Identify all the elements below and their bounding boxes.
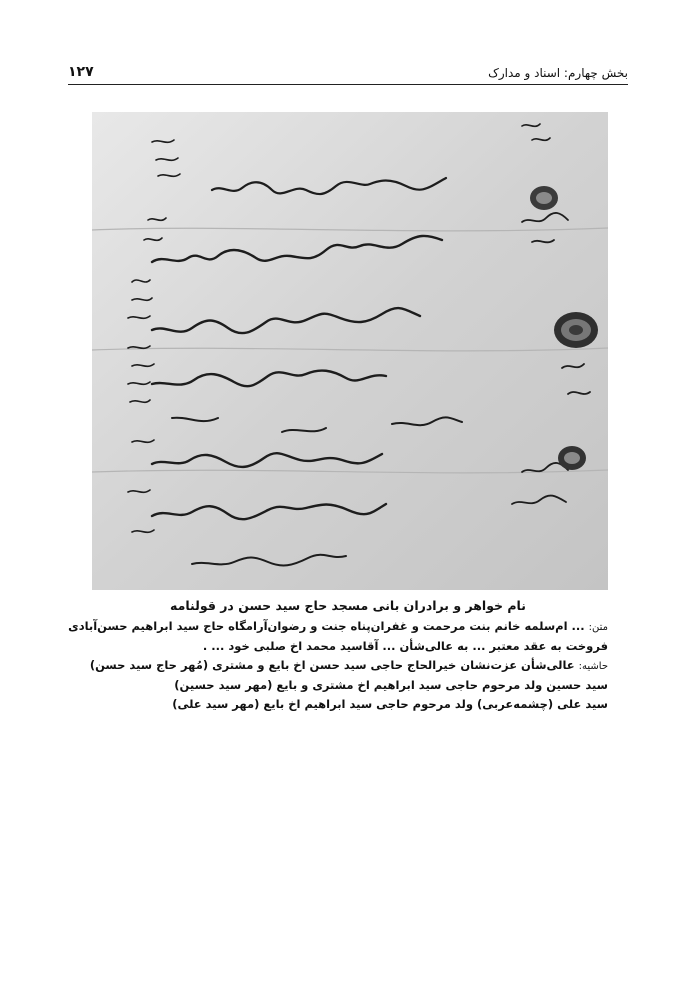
- caption-title: نام خواهر و برادران بانی مسجد حاج سید حسن در قولنامه: [170, 598, 526, 613]
- running-title: بخش چهارم: اسناد و مدارک: [488, 66, 628, 80]
- margin-label: حاشیه:: [578, 661, 608, 672]
- text-line-1: ... ام‌سلمه خانم بنت مرحمت و غفران‌پناه جنت و رضوان‌آرامگاه حاج سید ابراهیم حسن‌آبادی: [68, 619, 585, 633]
- manuscript-scan-image: [92, 112, 608, 590]
- caption-margin-line-1: [88, 656, 608, 676]
- caption-margin-line-3: سید علی (چشمه‌عربی) ولد مرحوم حاجی سید ابراهیم اخ بایع (مهر سید علی): [172, 697, 608, 711]
- caption-block: [68, 596, 608, 714]
- caption-text-line-2: فروخت به عقد معتبر ... به عالی‌شأن ... آقاسید محمد اخ صلبی خود ... .: [202, 639, 608, 653]
- margin-line-1: عالی‌شأن عزت‌نشان خیرالحاج حاجی سید حسن اخ بایع و مشتری (مُهر حاج سید حسن): [89, 658, 575, 672]
- caption-text-line-1: [68, 617, 608, 637]
- text-label: متن:: [588, 622, 608, 633]
- page-header: [68, 56, 628, 84]
- caption-margin-line-2: سید حسین ولد مرحوم حاجی سید ابراهیم اخ مشتری و بایع (مهر سید حسین): [174, 678, 608, 692]
- manuscript-illustration: [92, 112, 608, 590]
- page-number: ۱۲۷: [68, 64, 94, 80]
- header-rule: [68, 84, 628, 85]
